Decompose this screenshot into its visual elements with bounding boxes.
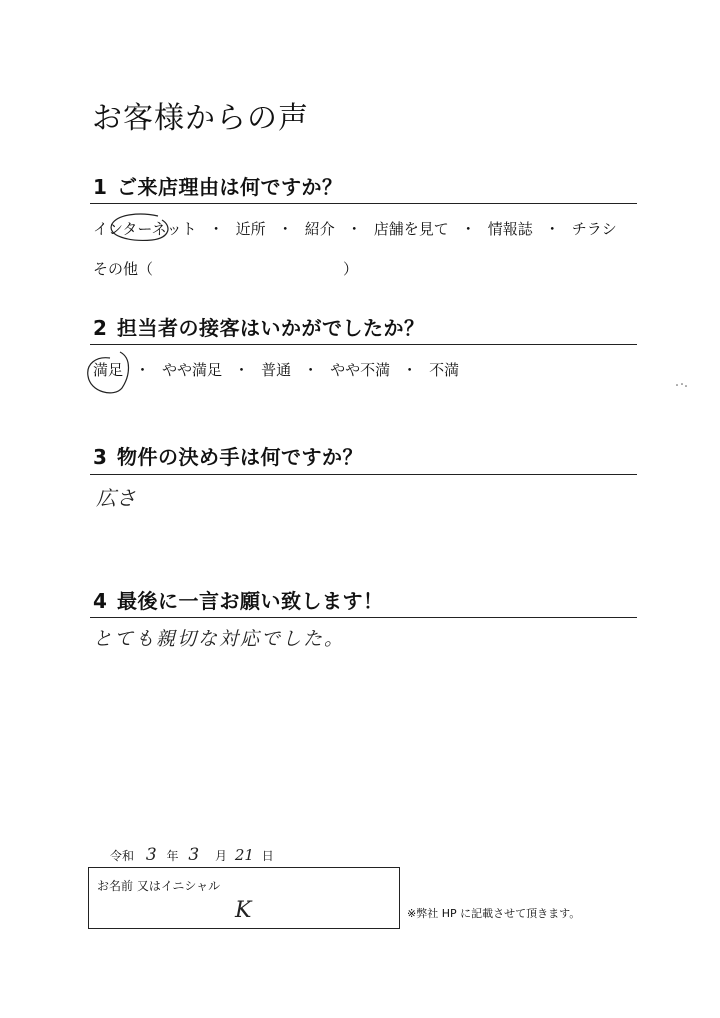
- name-handwritten-initial[interactable]: K: [235, 898, 252, 923]
- separator: ・: [346, 220, 362, 238]
- separator: ・: [135, 361, 151, 379]
- separator: ・: [544, 220, 560, 238]
- q4-handwritten-answer: とても親切な対応でした。: [93, 628, 346, 650]
- date-era: 令和: [110, 849, 135, 863]
- option-flyer[interactable]: チラシ: [571, 220, 617, 238]
- question-text: 最後に一言お願い致します！: [117, 589, 384, 613]
- option-dissatisfied[interactable]: 不満: [429, 361, 460, 379]
- other-close: ）: [343, 260, 359, 278]
- stray-mark: [675, 382, 689, 388]
- option-store[interactable]: 店舗を見て: [373, 220, 449, 238]
- option-satisfied[interactable]: 満足: [93, 361, 124, 379]
- separator: ・: [460, 220, 476, 238]
- question-text: 物件の決め手は何ですか？: [117, 445, 363, 469]
- divider: [90, 344, 637, 345]
- option-neutral[interactable]: 普通: [261, 361, 292, 379]
- question-number: 4: [93, 589, 108, 613]
- question-number: 1: [93, 175, 108, 199]
- separator: ・: [208, 220, 224, 238]
- question-1-heading: [93, 171, 343, 200]
- question-2-heading: [93, 312, 425, 341]
- option-referral[interactable]: 紹介: [304, 220, 335, 238]
- q3-handwritten-answer: 広さ: [96, 486, 136, 510]
- date-day[interactable]: 21: [234, 846, 254, 864]
- date-year-unit: 年: [166, 849, 179, 863]
- date-month[interactable]: 3: [188, 845, 200, 865]
- question-number: 3: [93, 445, 108, 469]
- option-somewhat-satisfied[interactable]: やや満足: [162, 361, 223, 379]
- divider: [90, 474, 637, 475]
- option-internet[interactable]: インターネット: [93, 220, 197, 238]
- q1-other: [93, 258, 358, 279]
- date-line: [110, 845, 274, 865]
- option-neighborhood[interactable]: 近所: [235, 220, 266, 238]
- other-label: その他（: [93, 260, 154, 278]
- divider: [90, 203, 637, 204]
- option-somewhat-dissatisfied[interactable]: やや不満: [330, 361, 391, 379]
- question-3-heading: [93, 441, 363, 470]
- date-year[interactable]: 3: [145, 845, 157, 865]
- option-magazine[interactable]: 情報誌: [487, 220, 533, 238]
- q2-options: [93, 359, 459, 380]
- question-number: 2: [93, 316, 108, 340]
- question-4-heading: [93, 585, 384, 614]
- selection-circle-q2: [80, 346, 140, 398]
- separator: ・: [303, 361, 319, 379]
- separator: ・: [234, 361, 250, 379]
- name-box: [88, 867, 400, 929]
- question-text: ご来店理由は何ですか？: [117, 175, 343, 199]
- question-text: 担当者の接客はいかがでしたか？: [117, 316, 425, 340]
- divider: [90, 617, 637, 618]
- date-day-unit: 日: [261, 849, 274, 863]
- separator: ・: [277, 220, 293, 238]
- date-month-unit: 月: [215, 849, 228, 863]
- page-title: お客様からの声: [92, 101, 309, 136]
- publication-note: ※弊社 HP に記載させて頂きます。: [407, 907, 581, 920]
- selection-circle-q1: [100, 210, 180, 246]
- name-label: お名前 又はイニシャル: [97, 879, 221, 893]
- separator: ・: [402, 361, 418, 379]
